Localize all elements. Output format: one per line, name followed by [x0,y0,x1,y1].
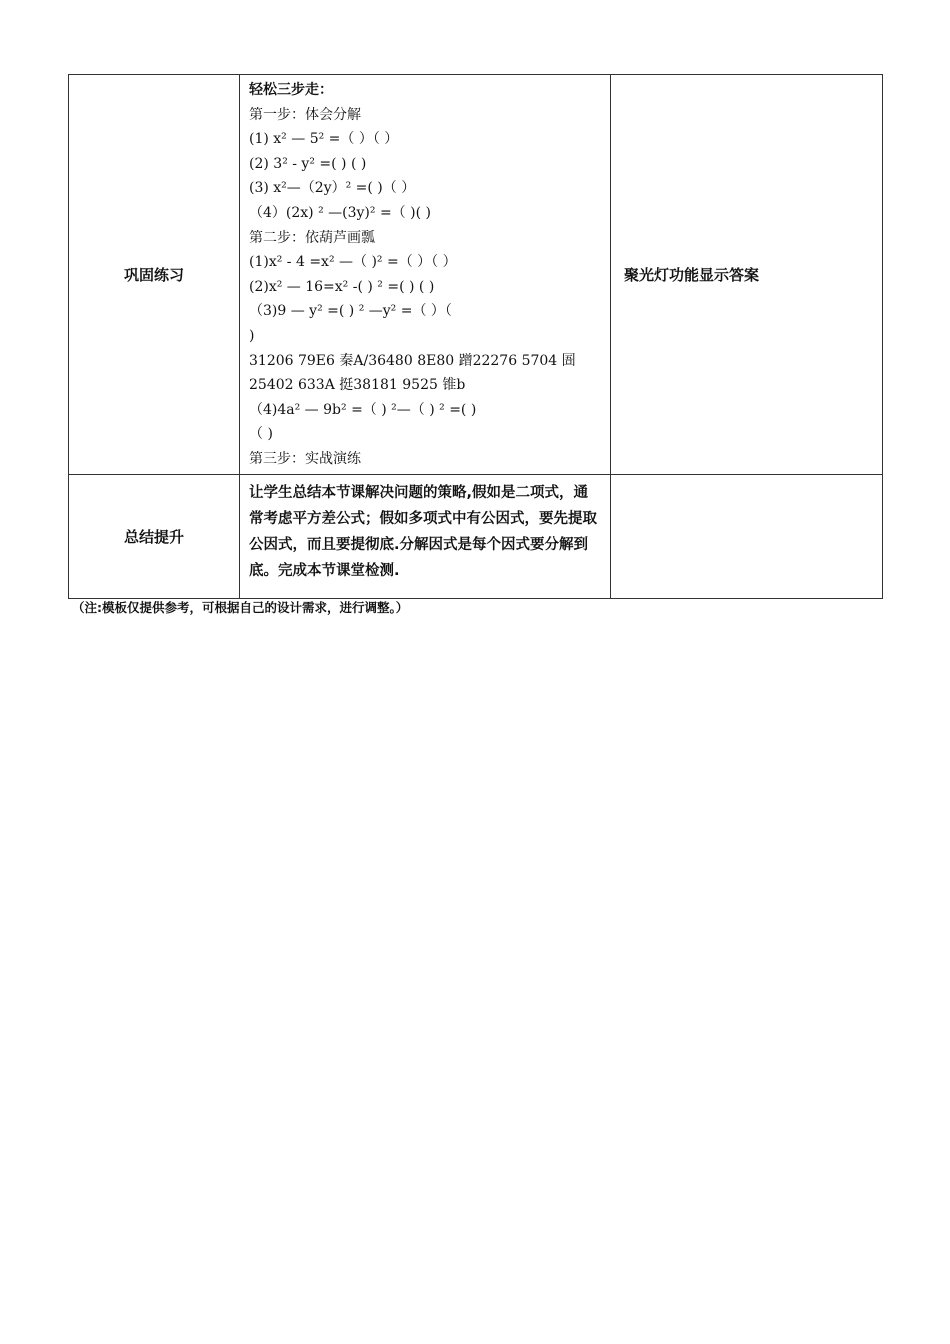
content-line: 第一步：体会分解 [249,106,361,123]
content-line: (3) x²—（2y）² =( )（ ） [249,180,416,197]
content-line: （ ) [249,426,273,443]
summary-row [69,474,883,598]
summary-label: 总结提升 [69,474,240,598]
content-line: （4）(2x) ² —(3y)² =（ )( ) [249,204,431,221]
content-line: 25402 633A 挺38181 9525 锥b [249,377,466,394]
content-line: (2)x² — 16=x² -( ) ² =( ) ( ) [249,278,435,295]
content-line: (1)x² - 4 =x² —（ )² =（ ）（ ） [249,254,457,271]
content-line: ) [249,327,255,344]
practice-label: 巩固练习 [69,75,240,475]
practice-answer-note: 聚光灯功能显示答案 [611,75,883,475]
lesson-table [68,74,883,599]
practice-content [240,75,611,475]
content-line: 31206 79E6 秦A/36480 8E80 蹭22276 5704 圄 [249,352,576,369]
content-line: 轻松三步走： [249,82,333,98]
content-line: （3)9 — y² =( ) ² —y² =（ ）（ [249,303,452,320]
template-note: （注:模板仅提供参考，可根据自己的设计需求，进行调整。） [72,600,409,615]
summary-content: 让学生总结本节课解决问题的策略,假如是二项式，通常考虑平方差公式；假如多项式中有公因式，要先提取公因式，而且要提彻底.分解因式是每个因式要分解到底。完成本节课堂检测. [240,474,611,598]
content-line: (2) 3² - y² =( ) ( ) [249,155,367,172]
content-line: 第三步：实战演练 [249,450,361,467]
summary-right-cell [611,474,883,598]
practice-row [69,75,883,475]
content-line: （4)4a² — 9b² =（ ) ²—（ ) ² =( ) [249,401,477,418]
content-line: (1) x² — 5² =（ ）（ ） [249,131,399,148]
content-line: 第二步：依葫芦画瓢 [249,229,375,246]
